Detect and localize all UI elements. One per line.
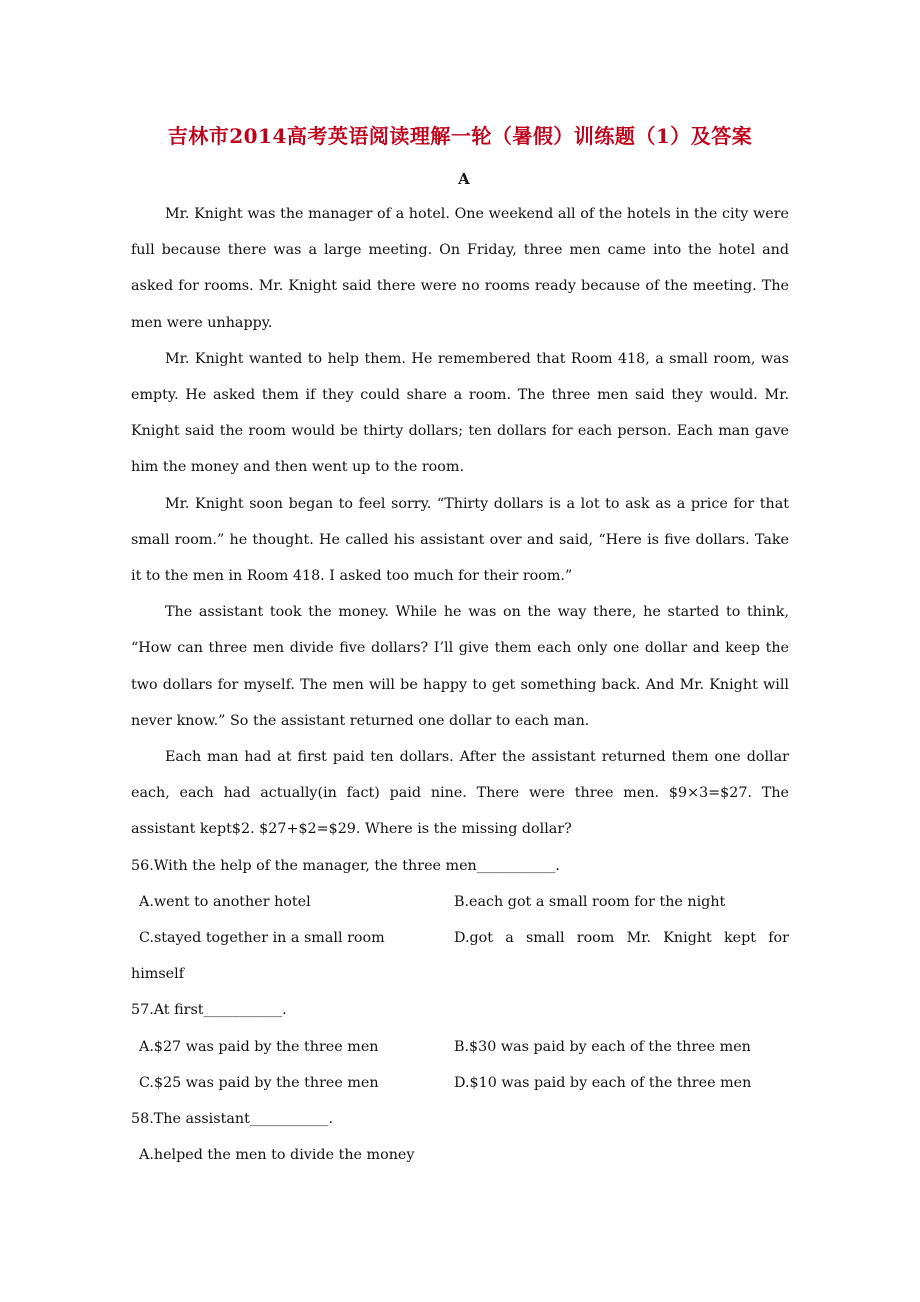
paragraph: Each man had at first paid ten dollars. After the assistant returned them one dollar each, each had actually(in fact) paid nine. There were three men. $9×3=$27. The assistant kept$2. $27+$2=$29. Where is the missing dollar? — [131, 749, 789, 838]
option-b: B.$30 was paid by each of the three men — [454, 1038, 751, 1055]
option-d-continuation: himself — [131, 966, 184, 983]
paragraph: The assistant took the money. While he was on the way there, he started to think, “How can three men divide five dollars? I’ll give them each only one dollar and keep the two dollars for myself. The men will be happy to get something back. And Mr. Knight will never know.” So the assistant returned one dollar to each man. — [131, 604, 789, 729]
option-b: B.each got a small room for the night — [454, 893, 726, 910]
option-a: A.helped the men to divide the money — [139, 1147, 415, 1164]
option-d: D.got a small room Mr. Knight kept for — [454, 930, 789, 947]
option-a: A.went to another hotel — [139, 893, 311, 910]
question-56-stem: 56.With the help of the manager, the three men___________. — [131, 857, 560, 874]
paragraph: Mr. Knight wanted to help them. He remembered that Room 418, a small room, was empty. He asked them if they could share a room. The three men said they would. Mr. Knight said the room would be thirty dollars; ten dollars for each person. Each man gave him the money and then went up to the room. — [131, 350, 789, 476]
question-57-stem: 57.At first___________. — [131, 1002, 287, 1019]
question-56-options-row-1 — [131, 884, 789, 920]
question-57-options-row-2 — [131, 1065, 789, 1101]
question-58-stem: 58.The assistant___________. — [131, 1111, 333, 1128]
option-a: A.$27 was paid by the three men — [139, 1038, 379, 1055]
question-56-options-row-2 — [131, 920, 789, 956]
question-57-options-row-1 — [131, 1029, 789, 1065]
section-label: A — [458, 170, 470, 188]
page-title: 吉林市2014高考英语阅读理解一轮（暑假）训练题（1）及答案 — [167, 124, 753, 148]
option-c: C.$25 was paid by the three men — [139, 1074, 379, 1091]
passage-and-questions — [131, 196, 789, 1173]
paragraph: Mr. Knight soon began to feel sorry. “Thirty dollars is a lot to ask as a price for that small room.” he thought. He called his assistant over and said, “Here is five dollars. Take it to the men in Room 418. I asked too much for their room.” — [131, 495, 789, 585]
option-d: D.$10 was paid by each of the three men — [454, 1074, 752, 1091]
paragraph: Mr. Knight was the manager of a hotel. One weekend all of the hotels in the city were full because there was a large meeting. On Friday, three men came into the hotel and asked for rooms. Mr. Knight said there were no rooms ready because of the meeting. The men were unhappy. — [131, 206, 789, 331]
option-c: C.stayed together in a small room — [139, 930, 385, 947]
